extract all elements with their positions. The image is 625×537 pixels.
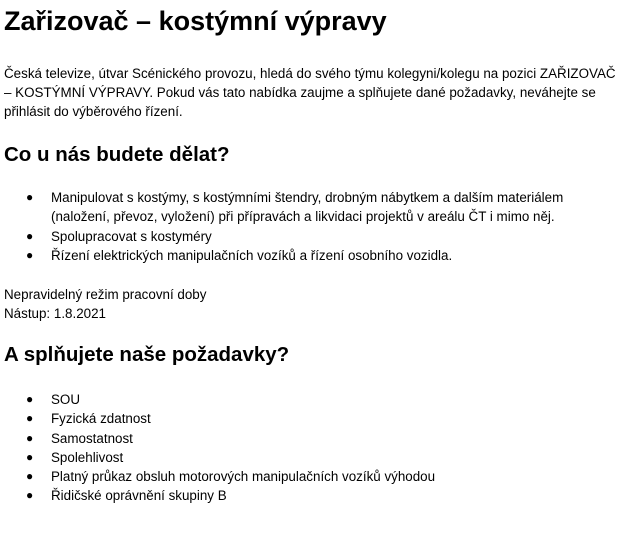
list-item-text: Platný průkaz obsluh motorových manipulačních vozíků výhodou xyxy=(51,469,436,485)
intro-paragraph: Česká televize, útvar Scénického provozu, hledá do svého týmu kolegyni/kolegu na pozici ZAŘIZOVAČ – KOSTÝMNÍ VÝPRAVY. Pokud vás tato nabídka zaujme a splňujete dané požadavky, neváhejte se přihlásit do výběrového řízení. xyxy=(4,66,616,119)
bullet-icon: ● xyxy=(26,449,34,464)
duties-heading: Co u nás budete dělat? xyxy=(4,143,230,166)
bullet-icon: ● xyxy=(26,430,34,445)
bullet-icon: ● xyxy=(26,392,34,406)
list-item-text: Spolehlivost xyxy=(51,449,124,465)
job-meta xyxy=(4,285,206,323)
list-item xyxy=(4,448,623,467)
requirements-heading: A splňujete naše požadavky? xyxy=(4,343,290,366)
list-item-text: SOU xyxy=(51,392,81,407)
list-item xyxy=(4,486,623,505)
list-item xyxy=(4,227,623,246)
list-item xyxy=(4,188,623,227)
bullet-icon: ● xyxy=(26,469,34,484)
work-schedule: Nepravidelný režim pracovní doby xyxy=(4,287,207,302)
requirements-list xyxy=(4,390,623,506)
list-item-text: Spolupracovat s kostyméry xyxy=(51,228,212,244)
list-item-text: Samostatnost xyxy=(51,430,133,446)
list-item-text: Fyzická zdatnost xyxy=(51,411,151,427)
list-item xyxy=(4,467,623,486)
bullet-icon: ● xyxy=(26,411,34,426)
list-item xyxy=(4,409,623,428)
list-item xyxy=(4,429,623,448)
duties-list xyxy=(4,188,623,265)
bullet-icon: ● xyxy=(26,247,34,262)
list-item xyxy=(4,246,623,265)
list-item xyxy=(4,390,623,409)
bullet-icon: ● xyxy=(26,488,34,503)
bullet-icon: ● xyxy=(26,190,34,204)
page-title: Zařizovač – kostýmní výpravy xyxy=(4,6,387,36)
list-item-text: Manipulovat s kostýmy, s kostýmními štendry, drobným nábytkem a dalším materiálem (naložení, převoz, vyložení) při přípravách a likvidaci projektů v areálu ČT i mimo něj. xyxy=(51,190,564,225)
bullet-icon: ● xyxy=(26,228,34,243)
start-date: Nástup: 1.8.2021 xyxy=(4,306,106,321)
list-item-text: Řidičské oprávnění skupiny B xyxy=(51,488,227,504)
list-item-text: Řízení elektrických manipulačních vozíků a řízení osobního vozidla. xyxy=(51,247,453,263)
